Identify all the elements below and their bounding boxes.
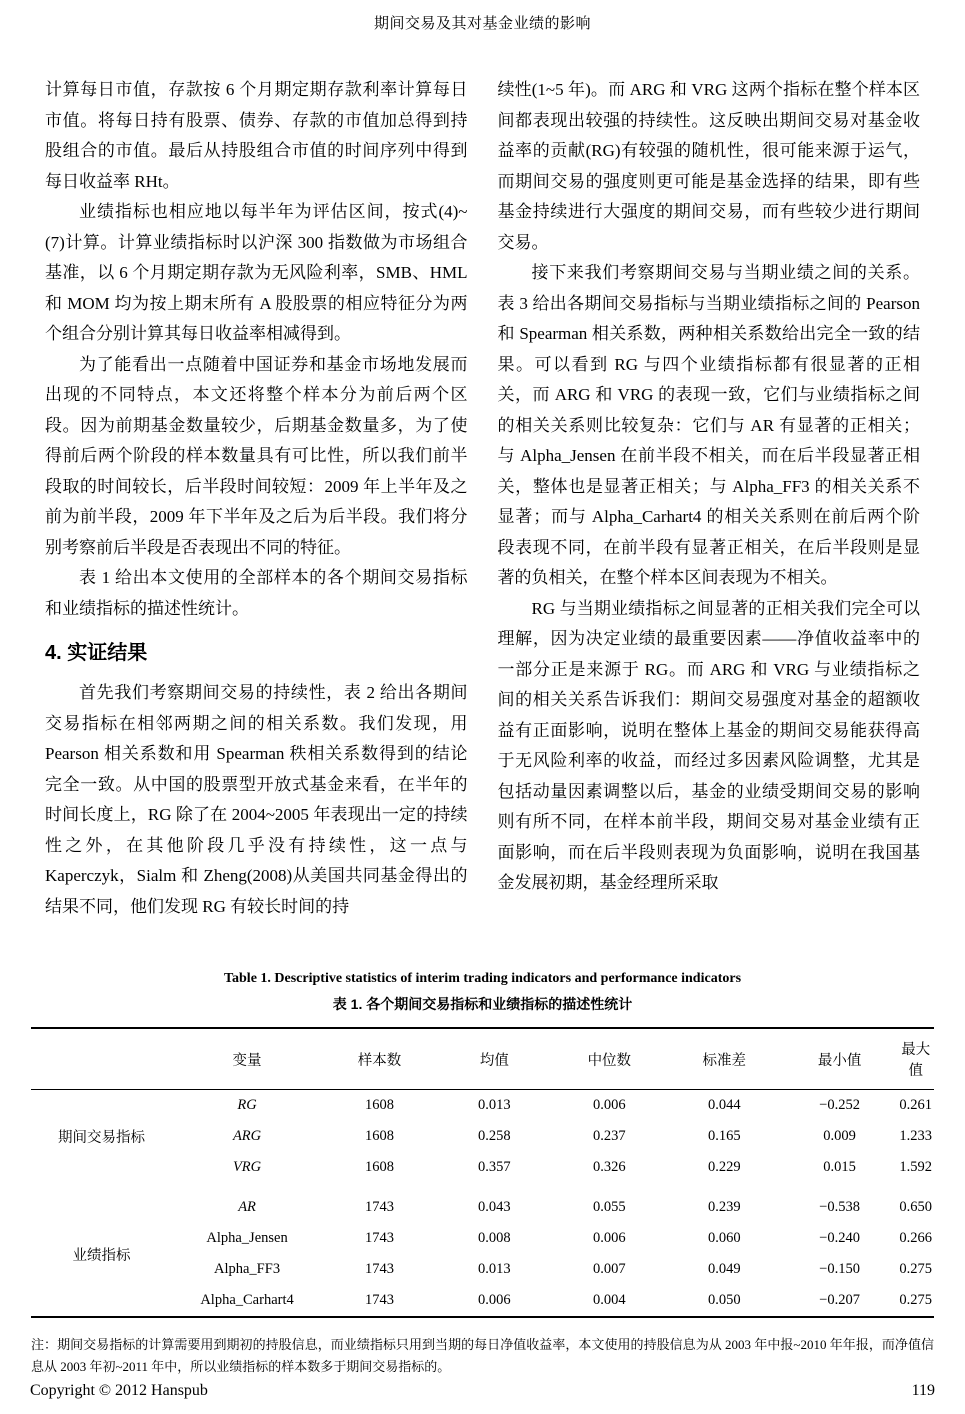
- cell-value: 0.239: [707, 1199, 741, 1215]
- cell-value: −0.538: [819, 1199, 860, 1215]
- paragraph: 为了能看出一点随着中国证券和基金市场地发展而出现的不同特点，本文还将整个样本分为前后两个区段。因为前期基金数量较少，后期基金数量多，为了使得前后两个阶段的样本数量具有可比性，所以我们前半段取的时间较长，后半段时间较短：2009 年上半年及之前为前半段，2009 年下半年及之后为后半段。我们将分别考察前后半段是否表现出不同的特征。: [45, 354, 468, 557]
- cell-value: 0.275: [899, 1261, 932, 1277]
- table-header-row: [31, 1028, 934, 1090]
- cell-value: 0.266: [899, 1230, 932, 1246]
- cell-value: 0.015: [823, 1159, 856, 1175]
- cell-variable: VRG: [232, 1159, 262, 1175]
- right-column: [498, 75, 921, 955]
- header-max: 最大值: [897, 1028, 934, 1090]
- header-min: 最小值: [782, 1028, 898, 1090]
- cell-value: 1608: [364, 1128, 394, 1144]
- table-footnote: 注：期间交易指标的计算需要用到期初的持股信息，而业绩指标只用到当期的每日净值收益率，本文使用的持股信息为从 2003 年中报~2010 年年报，而净值信息从 2003 年初~2011 年中，所以业绩指标的样本数多于期间交易指标的。: [31, 1337, 934, 1374]
- cell-variable: AR: [238, 1199, 256, 1215]
- cell-value: 1743: [364, 1261, 394, 1277]
- table-caption-chinese: 表 1. 各个期间交易指标和业绩指标的描述性统计: [332, 996, 633, 1012]
- cell-value: 1743: [364, 1230, 394, 1246]
- group-label-performance: 业绩指标: [72, 1247, 131, 1264]
- cell-value: 0.049: [707, 1261, 741, 1277]
- header-variable: 变量: [172, 1028, 322, 1090]
- group-label-interim-trading: 期间交易指标: [58, 1130, 145, 1146]
- copyright-text: Copyright © 2012 Hanspub: [30, 1382, 208, 1399]
- cell-value: 1608: [364, 1097, 394, 1113]
- cell-value: 1608: [364, 1159, 394, 1175]
- cell-value: 0.357: [478, 1159, 511, 1175]
- cell-value: 0.008: [478, 1230, 511, 1246]
- cell-value: 0.237: [593, 1128, 626, 1144]
- cell-value: 0.261: [899, 1097, 932, 1113]
- paragraph: 首先我们考察期间交易的持续性，表 2 给出各期间交易指标在相邻两期之间的相关系数。我们发现，用 Pearson 相关系数和用 Spearman 秩相关系数得到的结论完全一致。从中国的股票型开放式基金来看，在半年的时间长度上，RG 除了在 2004~2005 年表现出一定的持续性之外，在其他阶段几乎没有持续性，这一点与 Kaperczyk，Sialm 和 Zheng(2008)从美国共同基金得出的结果不同，他们发现 RG 有较长时间的持: [45, 683, 468, 916]
- cell-variable: Alpha_Jensen: [206, 1230, 288, 1246]
- paragraph: 表 1 给出本文使用的全部样本的各个期间交易指标和业绩指标的描述性统计。: [45, 568, 468, 618]
- header-stddev: 标准差: [667, 1028, 782, 1090]
- cell-value: 0.009: [823, 1128, 856, 1144]
- cell-value: 0.043: [478, 1199, 511, 1215]
- header-group-empty: [31, 1028, 172, 1090]
- paragraph: 业绩指标也相应地以每半年为评估区间，按式(4)~(7)计算。计算业绩指标时以沪深 300 指数做为市场组合基准，以 6 个月期定期存款为无风险利率，SMB、HML 和 MOM 均为按上期末所有 A 股股票的相应特征分为两个组合分别计算其每日收益率相减得到。: [45, 202, 468, 343]
- cell-value: 0.006: [478, 1292, 511, 1308]
- cell-variable: Alpha_FF3: [214, 1261, 281, 1277]
- cell-value: 0.004: [593, 1292, 626, 1308]
- cell-value: 1.233: [899, 1128, 932, 1144]
- cell-value: 0.165: [707, 1128, 741, 1144]
- cell-value: 0.044: [707, 1097, 741, 1113]
- cell-value: −0.207: [819, 1292, 860, 1308]
- page-footer: [30, 1382, 935, 1400]
- cell-value: 0.650: [899, 1199, 932, 1215]
- cell-value: −0.150: [819, 1261, 860, 1277]
- page-number: 119: [911, 1382, 935, 1399]
- cell-variable: Alpha_Carhart4: [200, 1292, 294, 1308]
- cell-value: 1.592: [899, 1159, 932, 1175]
- cell-variable: ARG: [232, 1128, 262, 1144]
- table-row: [31, 1183, 934, 1223]
- cell-value: 1743: [364, 1292, 394, 1308]
- running-head-title: 期间交易及其对基金业绩的影响: [373, 16, 591, 32]
- header-mean: 均值: [437, 1028, 552, 1090]
- table-1-block: [0, 969, 965, 1318]
- paragraph: RG 与当期业绩指标之间显著的正相关我们完全可以理解，因为决定业绩的最重要因素——净值收益率中的一部分正是来源于 RG。而 ARG 和 VRG 与业绩指标之间的相关关系告诉我们：期间交易强度对基金的超额收益有正面影响，说明在整体上基金的期间交易能获得高于无风险利率的收益，而经过多因素风险调整，尤其是包括动量因素调整以后，基金的业绩受期间交易的影响则有所不同，在样本前半段，期间交易对基金业绩有正面影响，而在后半段则表现为负面影响，说明在我国基金发展初期，基金经理所采取: [497, 598, 920, 892]
- cell-value: 1743: [364, 1199, 394, 1215]
- descriptive-statistics-table: [31, 1027, 934, 1318]
- cell-value: 0.013: [478, 1097, 511, 1113]
- cell-value: −0.240: [819, 1230, 860, 1246]
- left-column: [45, 75, 468, 955]
- cell-value: 0.258: [478, 1128, 511, 1144]
- section-heading: 4. 实证结果: [45, 642, 148, 664]
- cell-value: 0.229: [707, 1159, 741, 1175]
- paragraph: 计算每日市值，存款按 6 个月期定期存款利率计算每日市值。将每日持有股票、债券、存款的市值加总得到持股组合的市值。最后从持股组合市值的时间序列中得到每日收益率 RHt。: [45, 80, 468, 191]
- cell-value: 0.326: [593, 1159, 626, 1175]
- paragraph: 接下来我们考察期间交易与当期业绩之间的关系。表 3 给出各期间交易指标与当期业绩指标之间的 Pearson 和 Spearman 相关系数，两种相关系数给出完全一致的结果。可以看到 RG 与四个业绩指标都有很显著的正相关，而 ARG 和 VRG 的表现一致，它们与业绩指标之间的相关关系则比较复杂：它们与 AR 有显著的正相关；与 Alpha_Jensen 在前半段不相关，而在后半段显著正相关，整体也是显著正相关；与 Alpha_FF3 的相关关系不显著；而与 Alpha_Carhart4 的相关关系则在前后两个阶段表现不同，在前半段有显著正相关，在后半段则是显著的负相关，在整个样本区间表现为不相关。: [497, 263, 920, 587]
- header-sample-size: 样本数: [322, 1028, 437, 1090]
- table-caption-english: Table 1. Descriptive statistics of interim trading indicators and performance indicators: [223, 971, 742, 986]
- paragraph: 续性(1~5 年)。而 ARG 和 VRG 这两个指标在整个样本区间都表现出较强的持续性。这反映出期间交易对基金收益率的贡献(RG)有较强的随机性，很可能来源于运气，而期间交易的强度则更可能是基金选择的结果，即有些基金持续进行大强度的期间交易，而有些较少进行期间交易。: [497, 80, 920, 252]
- cell-value: 0.275: [899, 1292, 932, 1308]
- cell-value: −0.252: [819, 1097, 860, 1113]
- table-row: [31, 1090, 934, 1122]
- cell-variable: RG: [237, 1097, 257, 1113]
- cell-value: 0.006: [593, 1230, 626, 1246]
- cell-value: 0.007: [593, 1261, 626, 1277]
- cell-value: 0.006: [593, 1097, 626, 1113]
- cell-value: 0.055: [593, 1199, 626, 1215]
- cell-value: 0.013: [478, 1261, 511, 1277]
- header-median: 中位数: [552, 1028, 667, 1090]
- cell-value: 0.060: [707, 1230, 741, 1246]
- cell-value: 0.050: [707, 1292, 741, 1308]
- two-column-body: [0, 75, 965, 955]
